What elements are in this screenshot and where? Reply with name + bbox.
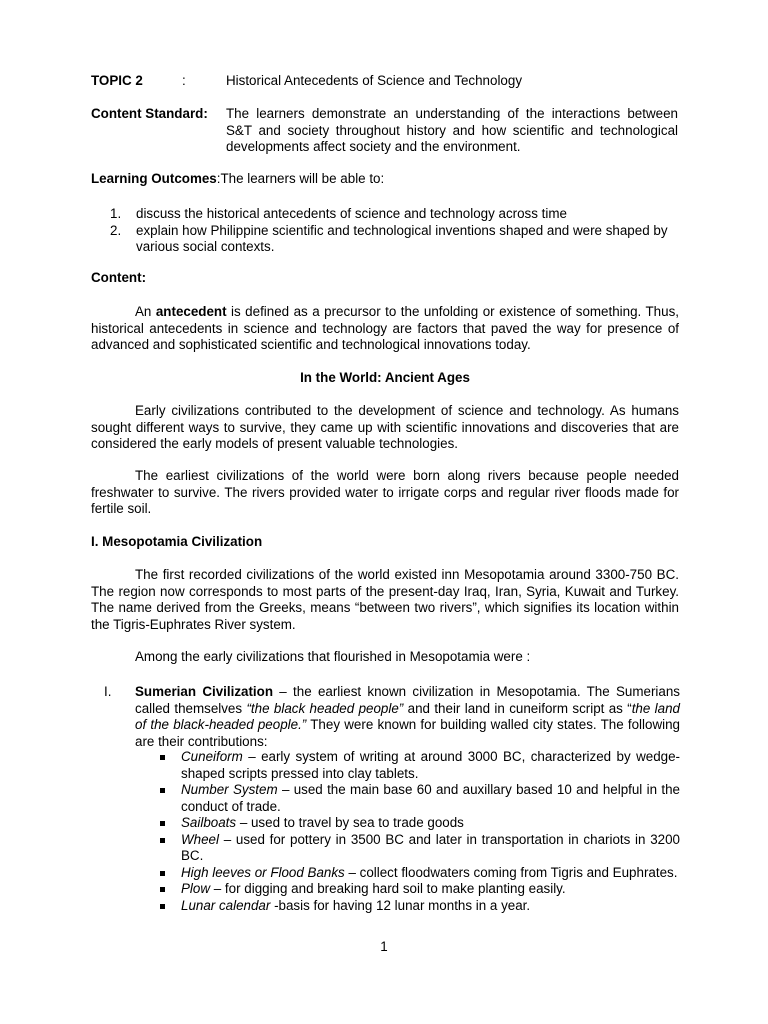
list-item bbox=[160, 749, 680, 782]
sumerian-text-2: “the black headed people” bbox=[246, 700, 404, 716]
content-label: Content: bbox=[91, 270, 147, 285]
list-item bbox=[160, 782, 680, 815]
outcomes-list bbox=[110, 206, 680, 256]
bullet-icon bbox=[160, 821, 165, 826]
contribution-desc: – used for pottery in 3500 BC and later in transportation in chariots in 3200 BC. bbox=[181, 831, 680, 863]
contribution-desc: – early system of writing at around 3000 BC, characterized by wedge-shaped scripts pressed into clay tablets. bbox=[181, 749, 680, 781]
early-civilizations-paragraph: Early civilizations contributed to the development of science and technology. As humans sought different ways to survive, they came up with scientific innovations and discoveries that are considered the early models of present valuable technologies. bbox=[91, 403, 679, 451]
contribution-desc: – collect floodwaters coming from Tigris and Euphrates. bbox=[344, 864, 678, 880]
antecedent-term: antecedent bbox=[155, 304, 227, 319]
sumerian-text-5: They were known for building walled city states. The following are their contributions: bbox=[135, 717, 680, 749]
sumerian-text-4: the land of the black-headed people.” bbox=[135, 700, 681, 732]
rivers-paragraph: The earliest civilizations of the world were born along rivers because people needed freshwater to survive. The rivers provided water to irrigate corps and regular river floods made for fertile soil. bbox=[91, 468, 679, 516]
sumerian-title: Sumerian Civilization bbox=[135, 684, 273, 699]
contribution-desc: – used to travel by sea to trade goods bbox=[236, 815, 464, 830]
world-heading: In the World: Ancient Ages bbox=[300, 370, 470, 385]
sumerian-section bbox=[104, 684, 680, 750]
contribution-desc: – used the main base 60 and auxillary based 10 and helpful in the conduct of trade. bbox=[181, 782, 680, 814]
section-numeral: I. bbox=[104, 684, 112, 699]
learning-outcomes-line bbox=[91, 171, 691, 188]
mesopotamia-paragraph: The first recorded civilizations of the world existed inn Mesopotamia around 3300-750 BC. The region now corresponds to most parts of the present-day Iraq, Iran, Syria, Kuwait and Turkey. The name derived from the Greeks, means “between two rivers”, which signifies its location within the Tigris-Euphrates River system. bbox=[91, 567, 679, 632]
topic-label: TOPIC 2 bbox=[91, 73, 143, 88]
learning-outcomes-label: Learning Outcomes bbox=[91, 171, 217, 186]
contribution-name: Lunar calendar bbox=[181, 897, 271, 913]
list-item bbox=[160, 881, 680, 898]
list-item bbox=[110, 223, 680, 256]
contributions-list bbox=[160, 749, 680, 914]
sumerian-paragraph bbox=[135, 684, 680, 750]
content-standard-label: Content Standard: bbox=[91, 106, 208, 121]
contribution-name: Plow bbox=[181, 881, 211, 896]
sumerian-text-3: and their land in cuneiform script as “ bbox=[403, 700, 632, 716]
list-item bbox=[160, 898, 680, 915]
contribution-name: Wheel bbox=[181, 831, 219, 847]
antecedent-paragraph-body: is defined as a precursor to the unfolding or existence of something. Thus, historical antecedents in science and technology are factors that paved the way for presence of advanced and sophisticated scientific and technological innovations today. bbox=[91, 304, 679, 352]
content-standard-text: The learners demonstrate an understanding of the interactions between S&T and society throughout history and how scientific and technological developments affect society and the environment. bbox=[226, 106, 678, 154]
learning-outcomes-intro: :The learners will be able to: bbox=[216, 171, 385, 186]
antecedent-paragraph bbox=[91, 304, 679, 354]
topic-colon: : bbox=[182, 73, 186, 88]
list-item-number: 1. bbox=[110, 206, 122, 221]
bullet-icon bbox=[160, 788, 165, 793]
bullet-icon bbox=[160, 904, 165, 909]
contribution-name: High leeves or Flood Banks bbox=[181, 864, 345, 880]
contribution-name: Cuneiform bbox=[181, 749, 243, 764]
list-item bbox=[160, 832, 680, 865]
list-item bbox=[160, 815, 680, 832]
bullet-icon bbox=[160, 838, 165, 843]
list-item-text: explain how Philippine scientific and technological inventions shaped and were shaped by various social contexts. bbox=[136, 222, 668, 254]
list-item bbox=[110, 206, 680, 223]
bullet-icon bbox=[160, 887, 165, 892]
contribution-name: Number System bbox=[181, 782, 278, 797]
contribution-name: Sailboats bbox=[181, 815, 237, 830]
antecedent-paragraph-lead: An bbox=[135, 304, 156, 319]
mesopotamia-heading: I. Mesopotamia Civilization bbox=[91, 534, 263, 549]
topic-title: Historical Antecedents of Science and Technology bbox=[226, 73, 523, 88]
bullet-icon bbox=[160, 755, 165, 760]
bullet-icon bbox=[160, 871, 165, 876]
list-item bbox=[160, 865, 680, 882]
flourished-paragraph: Among the early civilizations that flourished in Mesopotamia were : bbox=[135, 649, 531, 664]
page-number: 1 bbox=[380, 939, 388, 954]
contribution-desc: – for digging and breaking hard soil to make planting easily. bbox=[210, 881, 566, 896]
sumerian-text-1: – the earliest known civilization in Mesopotamia. The Sumerians called themselves bbox=[135, 684, 680, 716]
list-item-text: discuss the historical antecedents of science and technology across time bbox=[136, 206, 567, 221]
contribution-desc: -basis for having 12 lunar months in a year. bbox=[270, 897, 531, 913]
list-item-number: 2. bbox=[110, 222, 122, 238]
